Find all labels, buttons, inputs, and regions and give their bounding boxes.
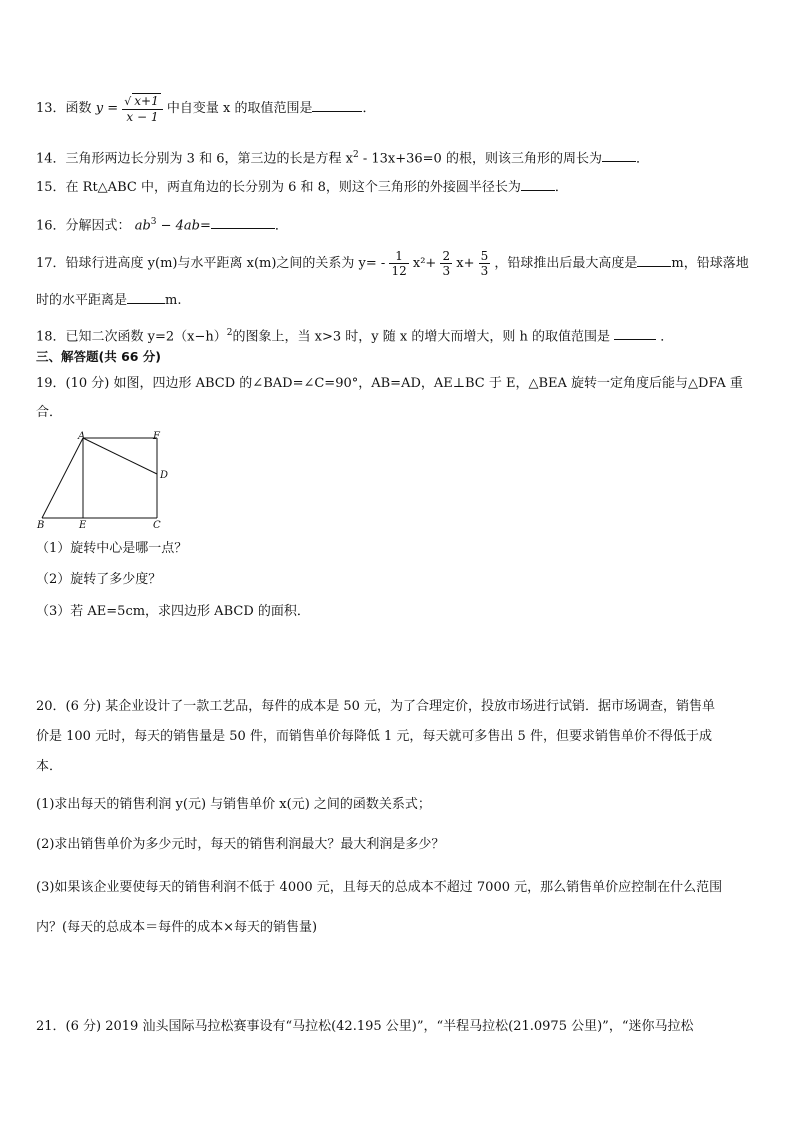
section-heading [36, 348, 758, 366]
label-B: B [37, 520, 45, 530]
q16-sup: 3 [150, 217, 157, 227]
q14-text-a: 14．三角形两边长分别为 3 和 6，第三边的长是方程 x [36, 151, 353, 167]
q17-fraction-3 [479, 249, 491, 278]
section-title: 三、解答题(共 66 分) [36, 349, 162, 364]
q14-sup: 2 [352, 150, 359, 160]
question-17-line1 [36, 249, 758, 279]
q20-sub3b: 内？(每天的总成本＝每件的成本×每天的销售量) [36, 920, 318, 935]
q19-sub2: （2）旋转了多少度？ [36, 572, 162, 587]
q16-blank [211, 216, 275, 229]
q17-fraction-2 [440, 249, 452, 278]
label-F: F [153, 431, 160, 442]
segment-AD [83, 438, 157, 474]
question-20-line1 [36, 698, 758, 716]
q17-line2-b: m. [165, 293, 182, 308]
question-20-sub3b [36, 919, 758, 937]
question-19-sub3 [36, 603, 758, 621]
q17-line2-a: 时的水平距离是 [36, 293, 128, 308]
question-14: 14．三角形两边长分别为 3 和 6，第三边的长是方程 $x^2 - 13x+36=0$ 的根，则该三角形的周长为 ． [36, 150, 649, 167]
q17-f2-den: 3 [442, 264, 451, 278]
q18-blank [614, 327, 656, 340]
question-20-line2 [36, 728, 758, 746]
question-20-sub1 [36, 796, 758, 814]
question-21-line1 [36, 1018, 758, 1036]
geometry-figure [34, 430, 184, 530]
q20-line3: 本． [36, 759, 63, 774]
q17-mid1: x²+ [412, 256, 437, 271]
q17-fraction-1 [389, 249, 408, 278]
q18-sup: 2 [226, 328, 233, 338]
q13-fraction: $\frac{√ x+1}{x - 1}$ [122, 93, 162, 124]
question-19-sub1 [36, 540, 758, 558]
q19-line1: 19．(10 分) 如图，四边形 ABCD 的∠BAD=∠C=90°，AB=AD，AE⊥BC 于 E，△BEA 旋转一定角度后能与△DFA 重 [36, 376, 743, 391]
q16-expr-a: ab [134, 218, 151, 234]
q18-text-b: 的图象上，当 x>3 时，y 随 x 的增大而增大，则 h 的取值范围是 [232, 329, 610, 345]
label-D: D [160, 470, 169, 481]
q20-sub2: (2)求出销售单价为多少元时，每天的销售利润最大？最大利润是多少？ [36, 837, 445, 852]
q17-f3-den: 3 [480, 264, 489, 278]
q17-blank-1 [637, 254, 671, 267]
q20-sub1: (1)求出每天的销售利润 y(元) 与销售单价 x(元) 之间的函数关系式； [36, 797, 431, 812]
question-13: 13．函数 y = $\frac{√ x+1}{x - 1}$ 中自变量 x 的取值范围是 ． [36, 94, 376, 124]
q18-text-a: 18．已知二次函数 y=2（x−h） [36, 329, 227, 345]
question-16: 16．分解因式： $ab^3 - 4ab=$ ． [36, 217, 288, 234]
q14-blank [602, 149, 636, 162]
q17-blank-2 [127, 291, 165, 304]
question-20-sub2 [36, 836, 758, 854]
q13-denominator: x − 1 [126, 110, 159, 124]
q13-y: y [95, 101, 104, 116]
question-17-line2 [36, 291, 758, 310]
q17-f1-den: 12 [391, 264, 407, 278]
q17-text-c: m，铅球落地 [671, 256, 749, 271]
q16-prefix: 16．分解因式： [36, 218, 131, 234]
question-20-line3 [36, 758, 758, 776]
q17-f1-num: 1 [389, 249, 408, 264]
label-C: C [153, 520, 161, 530]
q17-text-b: ，铅球推出后最大高度是 [494, 256, 638, 271]
q13-prefix: 13．函数 [36, 101, 92, 116]
question-19-line1 [36, 375, 758, 393]
q19-sub3: （3）若 AE=5cm，求四边形 ABCD 的面积． [36, 604, 310, 619]
q15-text: 15．在 Rt△ABC 中，两直角边的长分别为 6 和 8，则这个三角形的外接圆半径长为 [36, 180, 521, 195]
q16-expr-b: − 4ab [156, 218, 201, 234]
q21-line1: 21．(6 分) 2019 汕头国际马拉松赛事设有“马拉松(42.195 公里)”，“半程马拉松(21.0975 公里)”，“迷你马拉松 [36, 1019, 694, 1034]
q17-text-a: 17．铅球行进高度 y(m)与水平距离 x(m)之间的关系为 y= - [36, 256, 386, 271]
question-18 [36, 324, 758, 346]
q20-line2: 价是 100 元时，每天的销售量是 50 件，而销售单价每降低 1 元，每天就可多售出 5 件，但要求销售单价不得低于成 [36, 729, 712, 744]
q13-blank [312, 99, 362, 112]
q13-numerator: x+1 [134, 94, 159, 108]
question-19-sub2 [36, 571, 758, 589]
q16-eq: = [200, 218, 211, 234]
q19-line2: 合． [36, 405, 63, 420]
q20-sub3a: (3)如果该企业要使每天的销售利润不低于 4000 元，且每天的总成本不超过 7000 元，那么销售单价应控制在什么范围 [36, 880, 723, 895]
label-A: A [78, 431, 86, 442]
question-15: 15．在 Rt△ABC 中，两直角边的长分别为 6 和 8，则这个三角形的外接圆半径长为 ． [36, 180, 568, 195]
q17-mid2: x+ [456, 256, 475, 271]
q15-blank [521, 178, 555, 191]
question-19-line2 [36, 404, 758, 422]
question-20-sub3a [36, 879, 758, 897]
q13-suffix: 中自变量 x 的取值范围是 [166, 101, 313, 116]
q17-f3-num: 5 [480, 249, 489, 263]
q19-sub1: （1）旋转中心是哪一点？ [36, 541, 188, 556]
label-E: E [79, 520, 87, 530]
segment-AB [42, 438, 83, 518]
q18-text-c: ． [660, 329, 674, 345]
q13-eq: = [107, 101, 119, 116]
q17-f2-num: 2 [442, 249, 451, 263]
q14-text-b: - 13x+36=0 的根，则该三角形的周长为 [358, 151, 602, 167]
q20-line1: 20．(6 分) 某企业设计了一款工艺品，每件的成本是 50 元，为了合理定价，投放市场进行试销．据市场调查，销售单 [36, 699, 716, 714]
